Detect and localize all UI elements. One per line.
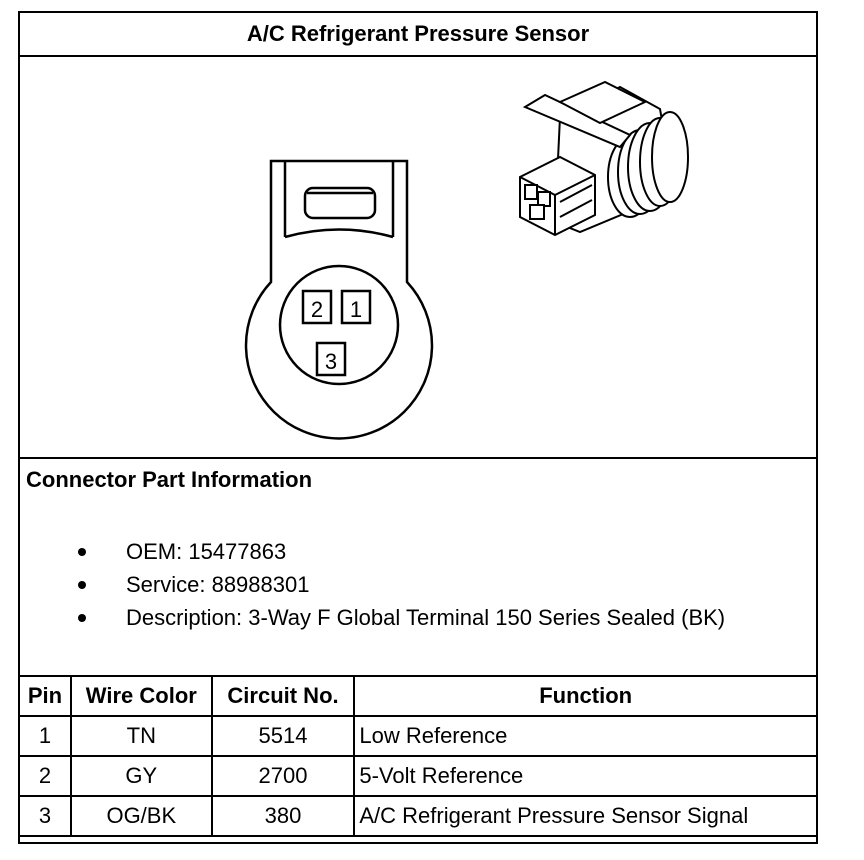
cell-circuit: 5514 [212,716,355,756]
pin-label-2: 2 [310,297,324,322]
table-row [19,756,817,796]
list-item [20,535,725,568]
cell-wire-color: OG/BK [71,796,212,836]
cell-wire-color: GY [71,756,212,796]
connector-back-flange [652,112,688,202]
connector-face-view [246,161,432,438]
cell-function: 5-Volt Reference [354,756,817,796]
description-text: Description: 3-Way F Global Terminal 150 Series Sealed (BK) [126,605,726,630]
pin-label-1: 1 [349,297,363,322]
list-item [20,601,725,634]
oem-text: OEM: 15477863 [126,539,287,564]
table-row [19,716,817,756]
bullet-icon [78,581,86,589]
cell-pin: 2 [19,756,71,796]
connector-isometric-view [520,82,688,235]
header-circuit: Circuit No. [212,676,355,716]
pin-cavity-1 [342,291,370,323]
title-text: A/C Refrigerant Pressure Sensor [246,21,590,46]
terminal-cavity-b [538,192,550,206]
service-text: Service: 88988301 [126,572,310,597]
cell-pin: 3 [19,796,71,836]
table-header-row [19,676,817,716]
cell-pin: 1 [19,716,71,756]
pin-cavity-3 [317,343,345,375]
header-wire-color: Wire Color [71,676,212,716]
terminal-cavity-c [530,205,544,219]
bullet-icon [78,548,86,556]
connector-part-information [18,457,818,677]
connector-diagram-panel [18,55,818,459]
bullet-icon [78,614,86,622]
cell-function: Low Reference [354,716,817,756]
pin-label-3: 3 [324,349,338,374]
cell-circuit: 380 [212,796,355,836]
connector-diagram [20,57,820,461]
table-row [19,796,817,836]
pin-table [18,675,818,837]
section-heading: Connector Part Information [26,467,313,492]
page-title [18,11,818,57]
cell-circuit: 2700 [212,756,355,796]
header-pin: Pin [19,676,71,716]
pin-cavity-2 [303,291,331,323]
header-function: Function [354,676,817,716]
cell-wire-color: TN [71,716,212,756]
cell-function: A/C Refrigerant Pressure Sensor Signal [354,796,817,836]
part-info-list [20,535,725,634]
list-item [20,568,725,601]
terminal-cavity-a [525,185,537,199]
